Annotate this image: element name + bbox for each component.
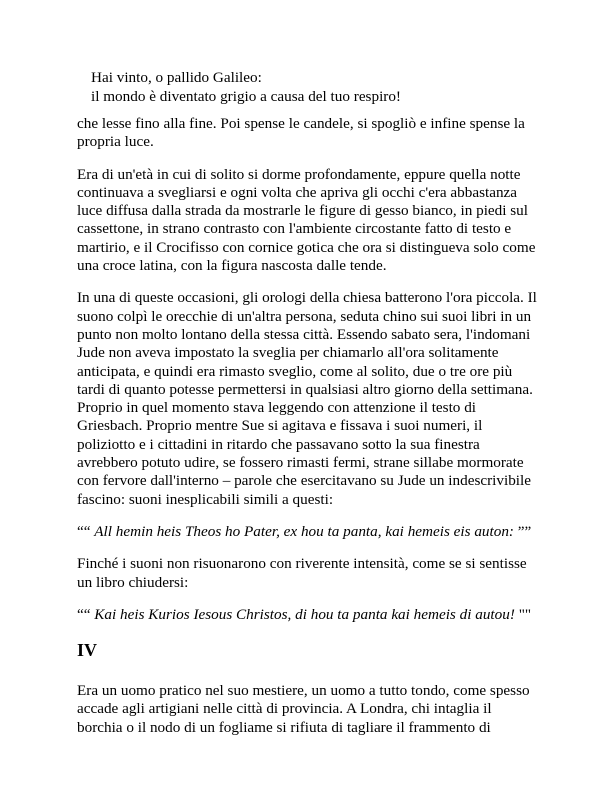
document-page: [77, 68, 539, 737]
quote-open-mark: ““: [77, 605, 95, 623]
paragraph-3: In una di queste occasioni, gli orologi della chiesa batterono l'ora piccola. Il suono colpì le orecchie di un'altra persona, seduta chino sui suoi libri in un punto non molto lontano della stessa città. Essendo sabato sera, l'indomani Jude non aveva impostato la sveglia per chiamarlo all'ora solitamente anticipata, e quindi era rimasto sveglio, come al solito, due o tre ore più tardi di quanto potesse permettersi in qualsiasi altro giorno della settimana. Proprio in quel momento stava leggendo con attenzione il testo di Griesbach. Proprio mentre Sue si agitava e fissava i suoi numeri, il poliziotto e i cittadini in ritardo che passavano sotto la sua finestra avrebbero potuto udire, se fossero rimasti fermi, strane sillabe mormorate con fervore dall'interno – parole che esercitavano su Jude un indescrivibile fascino: suoni inesplicabili simili a questi:: [77, 289, 537, 508]
chapter-heading: IV: [77, 640, 98, 661]
paragraph-5: Era un uomo pratico nel suo mestiere, un uomo a tutto tondo, come spesso accade agli artigiani nelle città di provincia. A Londra, chi intaglia il borchia o il nodo di un fogliame si rifiuta di tagliare il frammento di: [77, 682, 530, 736]
quote-text: All hemin heis Theos ho Pater, ex hou ta panta, kai hemeis eis auton:: [94, 522, 514, 540]
quote-close-mark: "": [514, 605, 532, 623]
paragraph-1: che lesse fino alla fine. Poi spense le candele, si spogliò e infine spense la propria luce.: [77, 115, 525, 151]
paragraph-2: Era di un'età in cui di solito si dorme profondamente, eppure quella notte continuava a svegliarsi e ogni volta che apriva gli occhi c'era abbastanza luce diffusa dalla strada da mostrarle le figure di gesso bianco, in piedi sul cassettone, in strano contrasto con l'ambiente circostante fatto di testo e martirio, e il Crocifisso con cornice gotica che ora si distingueva solo come una croce latina, con la figura nascosta dalle tende.: [77, 165, 536, 275]
poem-line-2: il mondo è diventato grigio a causa del tuo respiro!: [91, 88, 401, 105]
paragraph-4: Finché i suoni non risuonarono con riverente intensità, come se si sentisse un libro chiudersi:: [77, 555, 527, 591]
greek-quote-1: [77, 523, 539, 541]
quote-text: Kai heis Kurios Iesous Christos, di hou ta panta kai hemeis di autou!: [94, 605, 515, 623]
greek-quote-2: [77, 606, 539, 624]
quote-close-mark: ””: [513, 522, 532, 540]
poem-verse: [91, 68, 539, 106]
quote-open-mark: ““: [77, 522, 95, 540]
poem-line-1: Hai vinto, o pallido Galileo:: [91, 69, 262, 86]
